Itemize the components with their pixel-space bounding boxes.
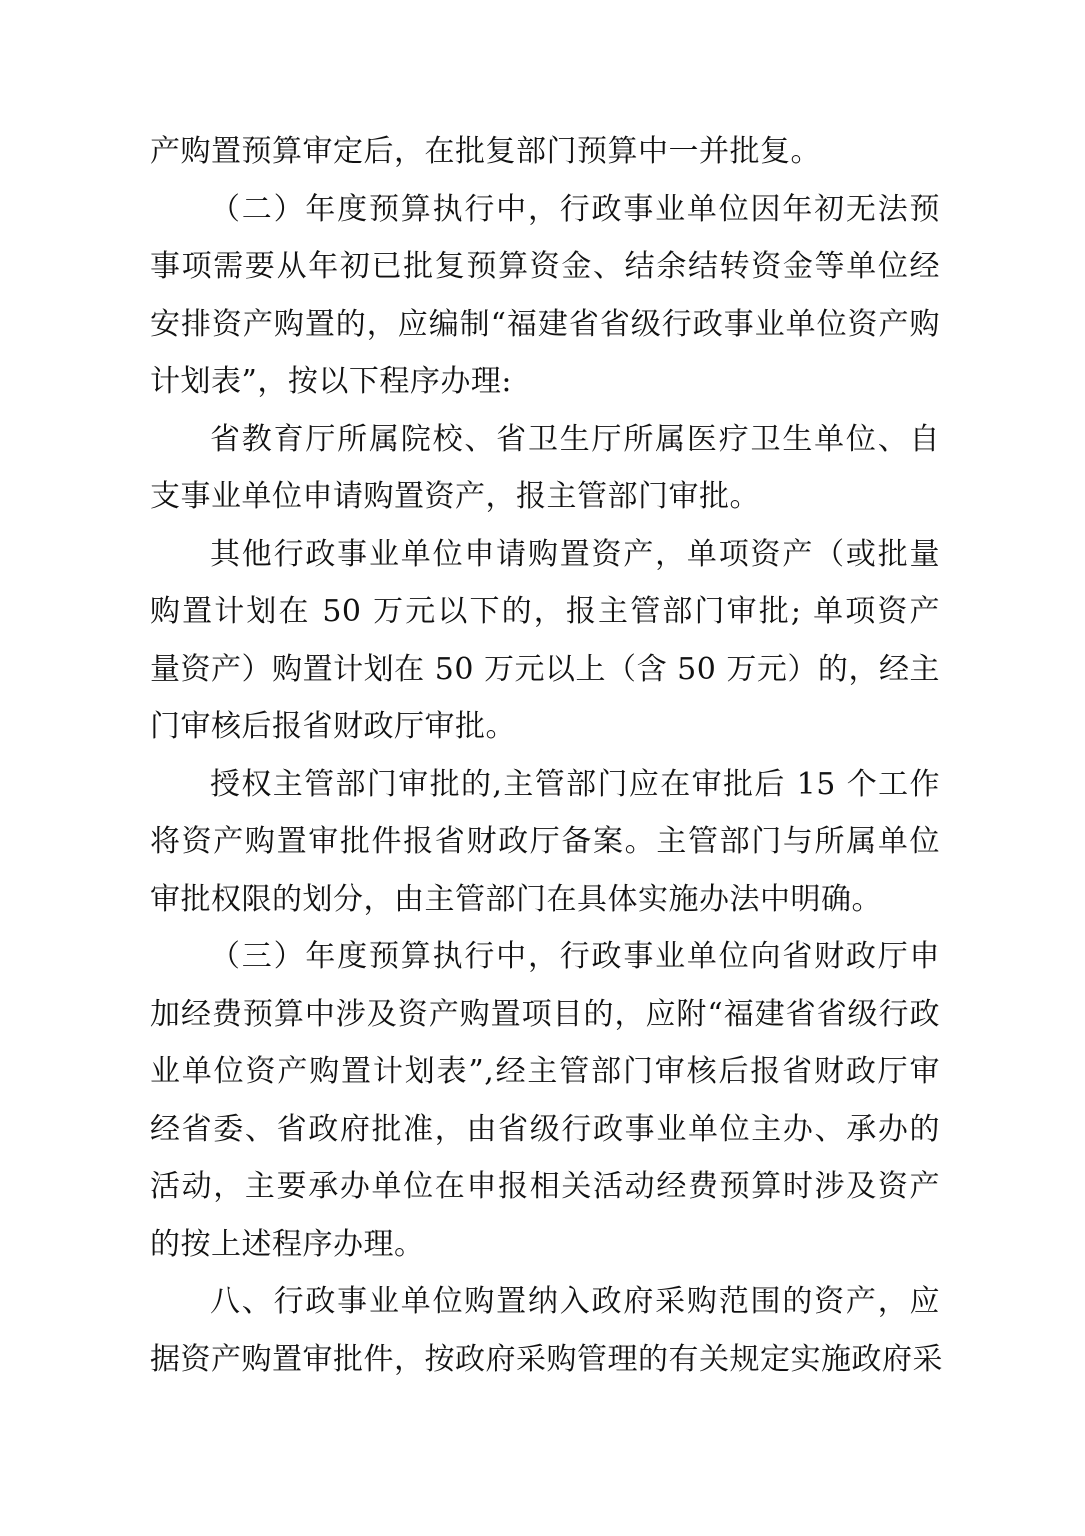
text-line: 支事业单位申请购置资产，报主管部门审批。 (150, 479, 760, 514)
text-line: 的按上述程序办理。 (150, 1226, 425, 1262)
text-line: 加经费预算中涉及资产购置项目的，应附“福建省省级行政 (150, 996, 940, 1032)
text-line: 安排资产购置的，应编制“福建省省级行政事业单位资产购 (150, 306, 940, 342)
text-line: 业单位资产购置计划表”,经主管部门审核后报省财政厅审 (150, 1054, 940, 1089)
paragraph (150, 181, 940, 411)
paragraph (150, 1273, 943, 1388)
paragraph (150, 411, 940, 526)
document-body (150, 123, 943, 1388)
paragraph (150, 123, 940, 181)
paragraph (150, 756, 940, 929)
text-line: 省教育厅所属院校、省卫生厅所属医疗卫生单位、自 (210, 421, 940, 457)
text-line: 计划表”，按以下程序办理: (150, 364, 512, 399)
text-line: 活动，主要承办单位在申报相关活动经费预算时涉及资产 (150, 1169, 940, 1204)
text-line: 产购置预算审定后，在批复部门预算中一并批复。 (150, 134, 821, 169)
text-line: 将资产购置审批件报省财政厅备案。主管部门与所属单位 (150, 824, 940, 859)
text-line: 授权主管部门审批的,主管部门应在审批后 15 个工作 (210, 766, 940, 802)
text-line: 量资产）购置计划在 50 万元以上（含 50 万元）的，经主 (150, 651, 940, 687)
text-line: （二）年度预算执行中，行政事业单位因年初无法预 (210, 191, 940, 227)
text-line: （三）年度预算执行中，行政事业单位向省财政厅申 (210, 939, 940, 974)
paragraph (150, 928, 940, 1273)
text-line: 购置计划在 50 万元以下的，报主管部门审批; 单项资产 (150, 594, 940, 629)
text-line: 据资产购置审批件，按政府采购管理的有关规定实施政府采 (150, 1341, 943, 1377)
text-line: 审批权限的划分，由主管部门在具体实施办法中明确。 (150, 881, 882, 917)
text-line: 门审核后报省财政厅审批。 (150, 709, 516, 744)
paragraph (150, 526, 940, 756)
text-line: 其他行政事业单位申请购置资产，单项资产（或批量 (210, 536, 940, 572)
text-line: 经省委、省政府批准，由省级行政事业单位主办、承办的 (150, 1111, 940, 1147)
text-line: 八、行政事业单位购置纳入政府采购范围的资产，应 (210, 1284, 940, 1319)
text-line: 事项需要从年初已批复预算资金、结余结转资金等单位经 (150, 249, 940, 284)
